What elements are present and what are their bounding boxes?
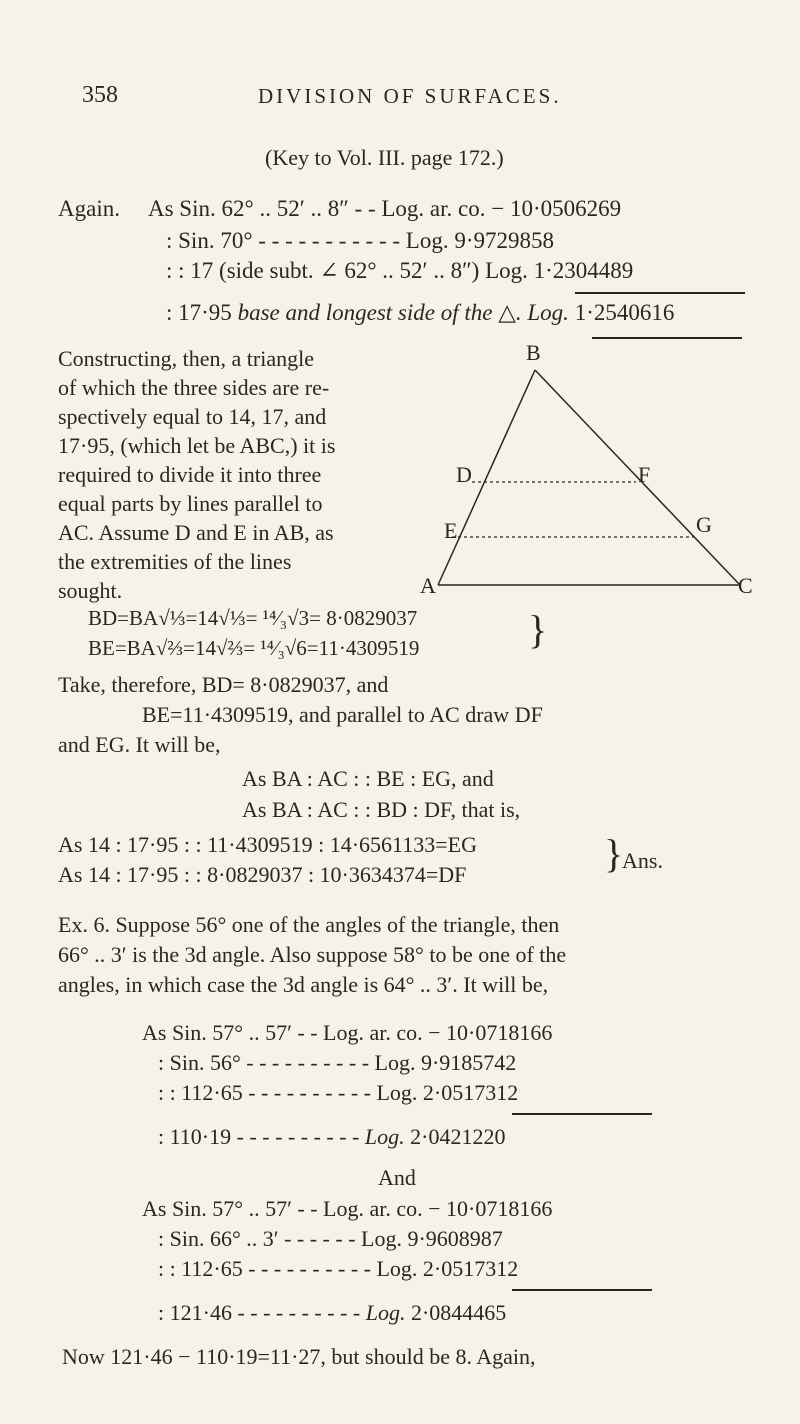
proportion-1: As BA : AC : : BE : EG, and bbox=[242, 766, 494, 791]
sum-rule-1 bbox=[575, 292, 745, 294]
formula-brace: } bbox=[528, 607, 548, 652]
construct-line-8: the extremities of the lines bbox=[58, 549, 292, 574]
result-brace: } bbox=[604, 831, 624, 876]
calc2-line-1: As Sin. 57° .. 57′ - - Log. ar. co. − 10·0718166 bbox=[142, 1196, 553, 1221]
result-2: As 14 : 17·95 : : 8·0829037 : 10·3634374=DF bbox=[58, 862, 467, 887]
label-g: G bbox=[696, 512, 712, 537]
running-head: DIVISION OF SURFACES. bbox=[258, 84, 562, 108]
calc2-result-value: 2·0844465 bbox=[410, 1300, 507, 1325]
calc1-line-1: As Sin. 57° .. 57′ - - Log. ar. co. − 10·0718166 bbox=[142, 1020, 553, 1045]
calc1-result-value: 2·0421220 bbox=[410, 1124, 506, 1149]
calc2-line-3: : : 112·65 - - - - - - - - - - Log. 2·0517312 bbox=[158, 1256, 519, 1281]
label-e: E bbox=[444, 518, 458, 543]
again-line-4-prefix: : 17·95 bbox=[166, 300, 232, 325]
calc1-result-log: Log. bbox=[364, 1124, 405, 1149]
label-c: C bbox=[738, 573, 753, 598]
label-f: F bbox=[638, 462, 651, 487]
final-line: Now 121·46 − 110·19=11·27, but should be 8. Again, bbox=[62, 1344, 536, 1369]
sum-rule-2 bbox=[592, 337, 742, 339]
formula-be: BE=BA√⅔=14√⅔= ¹⁴⁄₃√6=11·4309519 bbox=[88, 636, 420, 660]
calc1-rule bbox=[512, 1113, 652, 1115]
again-line-4-italic: base and longest side of the △. Log. bbox=[237, 300, 569, 325]
construct-paragraph bbox=[58, 344, 404, 605]
calc2-line-2: : Sin. 66° .. 3′ - - - - - - Log. 9·9608987 bbox=[158, 1226, 503, 1251]
again-line-3: : : 17 (side subt. ∠ 62° .. 52′ .. 8″) Log. 1·2304489 bbox=[166, 258, 634, 283]
construct-line-5: required to divide it into three bbox=[58, 462, 322, 487]
answer-label: Ans. bbox=[622, 848, 663, 873]
again-line-1: As Sin. 62° .. 52′ .. 8″ - - Log. ar. co. − 10·0506269 bbox=[148, 196, 622, 221]
take-line-2: BE=11·4309519, and parallel to AC draw DF bbox=[142, 702, 543, 727]
proportion-2: As BA : AC : : BD : DF, that is, bbox=[242, 797, 521, 822]
construct-line-2: of which the three sides are re- bbox=[58, 375, 330, 400]
calc2-rule bbox=[512, 1289, 652, 1291]
again-line-4-value: 1·2540616 bbox=[574, 300, 675, 325]
result-1: As 14 : 17·95 : : 11·4309519 : 14·6561133=EG bbox=[58, 832, 477, 857]
example-line-1: Ex. 6. Suppose 56° one of the angles of the triangle, then bbox=[58, 912, 560, 937]
label-a: A bbox=[420, 573, 436, 598]
example-line-2: 66° .. 3′ is the 3d angle. Also suppose 58° to be one of the bbox=[58, 942, 567, 967]
construct-line-7: AC. Assume D and E in AB, as bbox=[58, 520, 334, 545]
key-note: (Key to Vol. III. page 172.) bbox=[265, 145, 504, 170]
again-line-4 bbox=[166, 300, 674, 326]
calc1-line-4 bbox=[158, 1124, 505, 1150]
side-ab bbox=[438, 370, 535, 585]
formula-bd: BD=BA√⅓=14√⅓= ¹⁴⁄₃√3= 8·0829037 bbox=[88, 606, 418, 630]
construct-line-9: sought. bbox=[58, 578, 123, 603]
and-word: And bbox=[378, 1165, 416, 1190]
construct-line-6: equal parts by lines parallel to bbox=[58, 491, 323, 516]
label-b: B bbox=[526, 340, 541, 365]
take-line-1: Take, therefore, BD= 8·0829037, and bbox=[58, 672, 389, 697]
again-lead: Again. bbox=[58, 196, 120, 221]
calc1-result-label: : 110·19 - - - - - - - - - - bbox=[158, 1124, 360, 1149]
calc1-line-2: : Sin. 56° - - - - - - - - - - Log. 9·9185742 bbox=[158, 1050, 517, 1075]
take-line-3: and EG. It will be, bbox=[58, 732, 221, 757]
calc2-result-label: : 121·46 - - - - - - - - - - bbox=[158, 1300, 361, 1325]
label-d: D bbox=[456, 462, 472, 487]
example-line-3: angles, in which case the 3d angle is 64° .. 3′. It will be, bbox=[58, 972, 549, 997]
construct-line-4: 17·95, (which let be ABC,) it is bbox=[58, 433, 336, 458]
calc2-result-log: Log. bbox=[365, 1300, 406, 1325]
again-line-2: : Sin. 70° - - - - - - - - - - - Log. 9·9729858 bbox=[166, 228, 554, 253]
calc1-line-3: : : 112·65 - - - - - - - - - - Log. 2·0517312 bbox=[158, 1080, 519, 1105]
construct-line-3: spectively equal to 14, 17, and bbox=[58, 404, 327, 429]
calc2-line-4 bbox=[158, 1300, 506, 1326]
construct-line-1: Constructing, then, a triangle bbox=[58, 346, 314, 371]
page-number: 358 bbox=[82, 82, 118, 108]
